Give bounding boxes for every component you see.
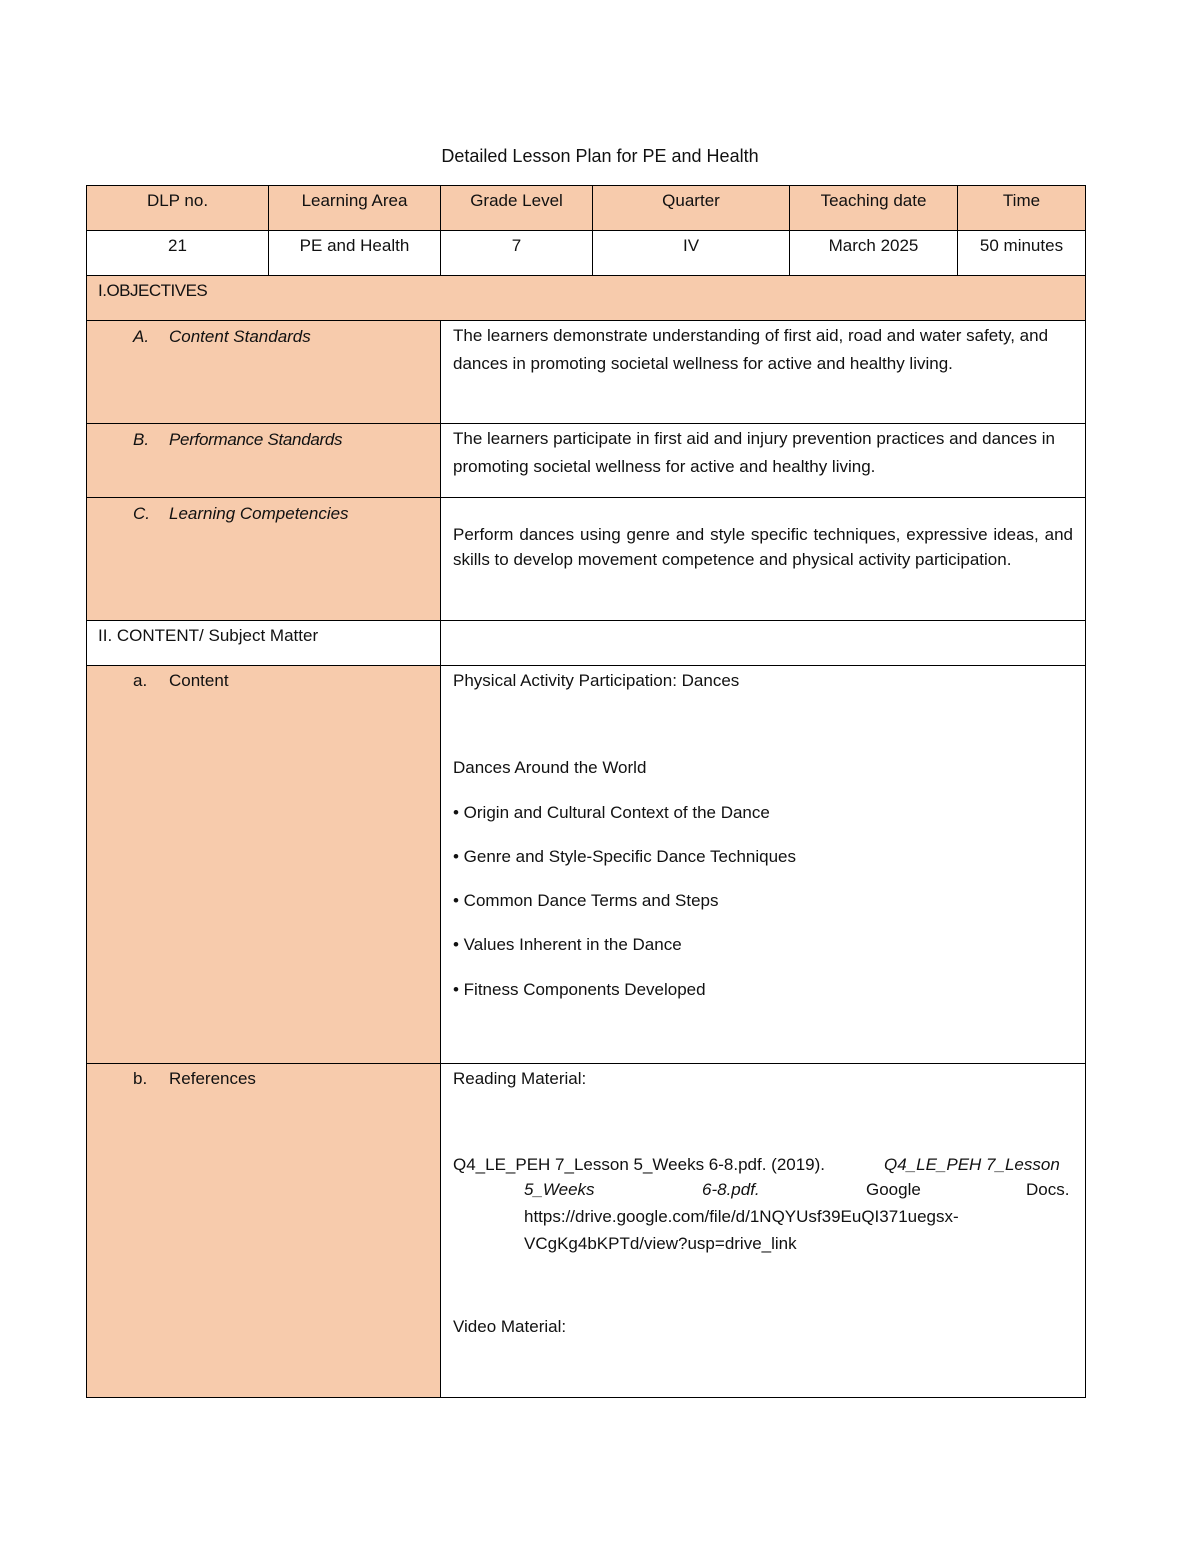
table-border [86,185,87,1398]
table-border [87,275,1086,276]
list-item: • Origin and Cultural Context of the Dance [453,803,770,822]
references-marker: b. [133,1069,148,1088]
list-item: • Values Inherent in the Dance [453,935,682,954]
performance-standards-label: Performance Standards [169,430,343,449]
list-item: • Common Dance Terms and Steps [453,891,719,910]
header-cell-grade-level: Grade Level [470,191,563,210]
table-border [87,320,1086,321]
page-title: Detailed Lesson Plan for PE and Health [441,146,759,166]
citation-source-2: Docs. [1026,1180,1070,1199]
content-line-1: Physical Activity Participation: Dances [453,671,740,690]
value-cell-teaching-date: March 2025 [828,236,919,255]
header-cell-teaching-date: Teaching date [820,191,927,210]
citation-url-line-1[interactable]: https://drive.google.com/file/d/1NQYUsf39EuQI371uegsx- [524,1207,959,1226]
table-border [1085,185,1086,1398]
value-cell-time: 50 minutes [979,236,1064,255]
reading-material-label: Reading Material: [453,1069,587,1088]
performance-standards-marker: B. [133,430,150,449]
learning-competencies-label: Learning Competencies [169,504,349,523]
learning-competencies-text: Perform dances using genre and style specific techniques, expressive ideas, and skills to develop movement competence and physical activity participation. [453,525,1073,569]
table-border [87,230,1086,231]
citation-title-part-2: 5_Weeks [524,1180,595,1199]
list-item: • Genre and Style-Specific Dance Techniques [453,847,796,866]
citation-url-line-2[interactable]: VCgKg4bKPTd/view?usp=drive_link [524,1234,797,1253]
header-cell-dlp-no: DLP no. [146,191,209,210]
objectives-heading-fill [87,276,1085,321]
content-standards-label: Content Standards [169,327,311,346]
citation-source: Google [866,1180,921,1199]
objectives-heading: I.OBJECTIVES [98,281,208,300]
list-item: • Fitness Components Developed [453,980,706,999]
table-border [87,497,1086,498]
value-cell-dlp-no: 21 [168,236,187,255]
content-label-column-fill [87,665,441,1398]
content-heading: II. CONTENT/ Subject Matter [98,626,319,645]
value-cell-learning-area: PE and Health [299,236,410,255]
content-marker: a. [133,671,148,690]
citation-title-part-3: 6-8.pdf. [702,1180,760,1199]
learning-competencies-marker: C. [133,504,150,523]
table-border [87,185,1086,186]
header-cell-time: Time [1002,191,1041,210]
citation-plain: Q4_LE_PEH 7_Lesson 5_Weeks 6-8.pdf. (2019). [453,1155,826,1174]
table-border [87,1397,1086,1398]
references-label: References [169,1069,256,1088]
performance-standards-text: The learners participate in first aid and injury prevention practices and dances in promoting societal wellness for active and healthy living. [453,429,1055,476]
video-material-label: Video Material: [453,1317,567,1336]
citation-title-part-1: Q4_LE_PEH 7_Lesson [884,1155,1060,1174]
table-border [87,665,1086,666]
table-border [87,423,1086,424]
value-cell-grade-level: 7 [511,236,522,255]
header-cell-learning-area: Learning Area [301,191,408,210]
content-standards-marker: A. [133,327,150,346]
table-border [87,620,1086,621]
value-cell-quarter: IV [682,236,700,255]
table-border [87,1063,1086,1064]
table-border [440,320,441,1398]
header-cell-quarter: Quarter [662,191,720,210]
content-standards-text: The learners demonstrate understanding of first aid, road and water safety, and dances in promoting societal wellness for active and healthy living. [453,326,1049,373]
content-label: Content [169,671,229,690]
content-line-2: Dances Around the World [453,758,647,777]
objectives-label-column-fill [87,321,441,620]
